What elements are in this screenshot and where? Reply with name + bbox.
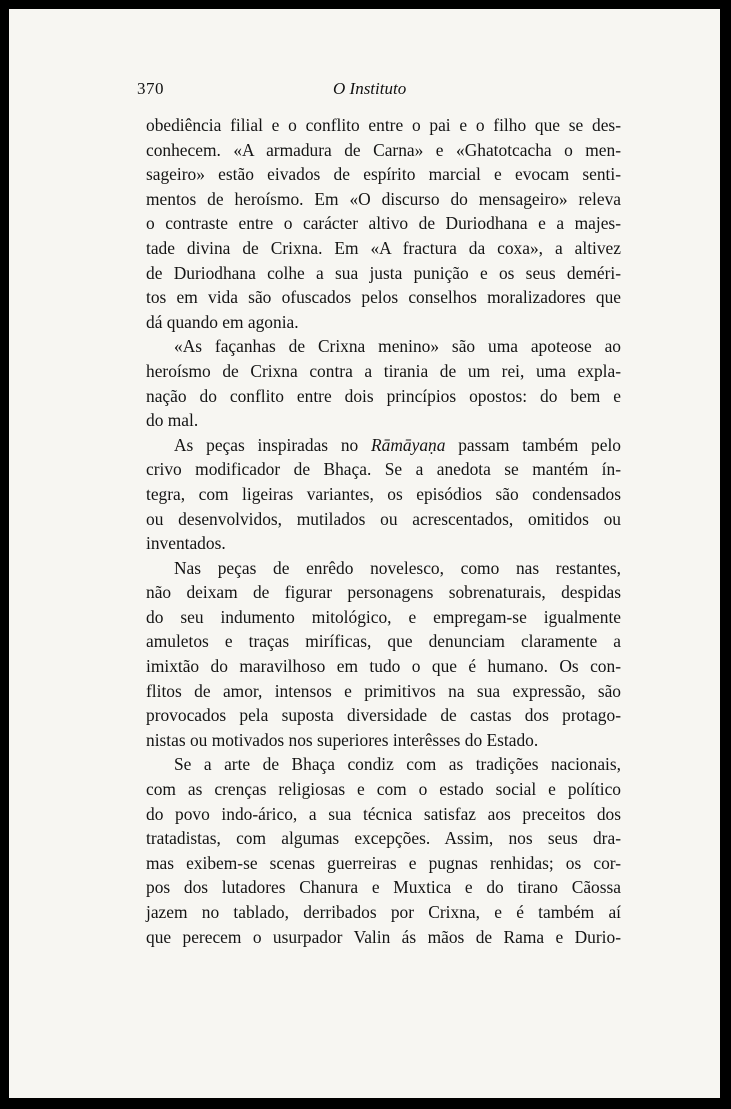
text-line: do povo indo-árico, a sua técnica satisfaz aos preceitos dos [146, 803, 621, 824]
text-line: Nas peças de enrêdo novelesco, como nas restantes, [174, 557, 621, 578]
text-line: nação do conflito entre dois princípios opostos: do bem e [146, 385, 621, 406]
running-title: O Instituto [333, 79, 407, 98]
text-line: Se a arte de Bhaça condiz com as tradições nacionais, [174, 754, 621, 775]
text-line: provocados pela suposta diversidade de castas dos protago- [146, 705, 621, 726]
text-line: conhecem. «A armadura de Carna» e «Ghatotcacha o men- [146, 139, 621, 160]
text-line: tos em vida são ofuscados pelos conselhos moralizadores que [146, 287, 621, 308]
text-line: tratadistas, com algumas excepções. Assim, nos seus dra- [146, 828, 621, 849]
text-segment: passam também pelo [445, 434, 621, 455]
text-line: flitos de amor, intensos e primitivos na sua expressão, são [146, 680, 621, 701]
text-line: que perecem o usurpador Valin ás mãos de Rama e Durio- [146, 926, 621, 947]
paragraph-1 [146, 113, 621, 334]
text-line: mas exibem-se scenas guerreiras e pugnas renhidas; os cor- [146, 852, 621, 873]
text-line: amuletos e traças miríficas, que denunciam claramente a [146, 631, 621, 652]
text-line: jazem no tablado, derribados por Crixna, e é também aí [146, 902, 621, 922]
text-line: do mal. [146, 410, 199, 431]
paragraph-3 [146, 433, 621, 556]
page-number: 370 [137, 79, 164, 98]
text-line: de Duriodhana colhe a sua justa punição e os seus deméri- [146, 262, 621, 283]
text-line: não deixam de figurar personagens sobrenaturais, despidas [146, 582, 621, 603]
text-segment: As peças inspiradas no [174, 434, 372, 455]
text-line: inventados. [146, 533, 226, 554]
text-line: heroísmo de Crixna contra a tirania de um rei, uma expla- [146, 360, 621, 381]
page-header [137, 79, 617, 103]
text-line: o contraste entre o carácter altivo de Duriodhana e a majes- [146, 213, 621, 234]
text-line: do seu indumento mitológico, e empregam-se igualmente [146, 606, 621, 627]
text-line: dá quando em agonia. [146, 311, 299, 332]
paragraph-5 [146, 752, 621, 949]
italic-title: Rāmāyaṇa [371, 434, 446, 455]
text-line: tade divina de Crixna. Em «A fractura da coxa», a altivez [146, 237, 621, 258]
text-line: obediência filial e o conflito entre o pai e o filho que se des- [146, 115, 621, 135]
paragraph-2 [146, 334, 621, 432]
text-line: mentos de heroísmo. Em «O discurso do mensageiro» releva [146, 188, 621, 209]
text-line: tegra, com ligeiras variantes, os episódios são condensados [146, 483, 621, 504]
text-line: pos dos lutadores Chanura e Muxtica e do tirano Cãossa [146, 877, 621, 898]
paragraph-4 [146, 556, 621, 753]
text-line-with-italic [146, 433, 621, 458]
text-line: sageiro» estão eivados de espírito marcial e evocam senti- [146, 164, 621, 185]
text-line: com as crenças religiosas e com o estado social e político [146, 779, 621, 800]
text-line: «As façanhas de Crixna menino» são uma apoteose ao [174, 336, 621, 357]
text-line: ou desenvolvidos, mutilados ou acrescentados, omitidos ou [146, 508, 621, 529]
book-page [9, 9, 720, 1098]
text-line: nistas ou motivados nos superiores interêsses do Estado. [146, 729, 539, 750]
text-line: crivo modificador de Bhaça. Se a anedota se mantém ín- [146, 459, 621, 480]
text-line: imixtão do maravilhoso em tudo o que é humano. Os con- [146, 656, 621, 677]
body-text [146, 113, 621, 949]
